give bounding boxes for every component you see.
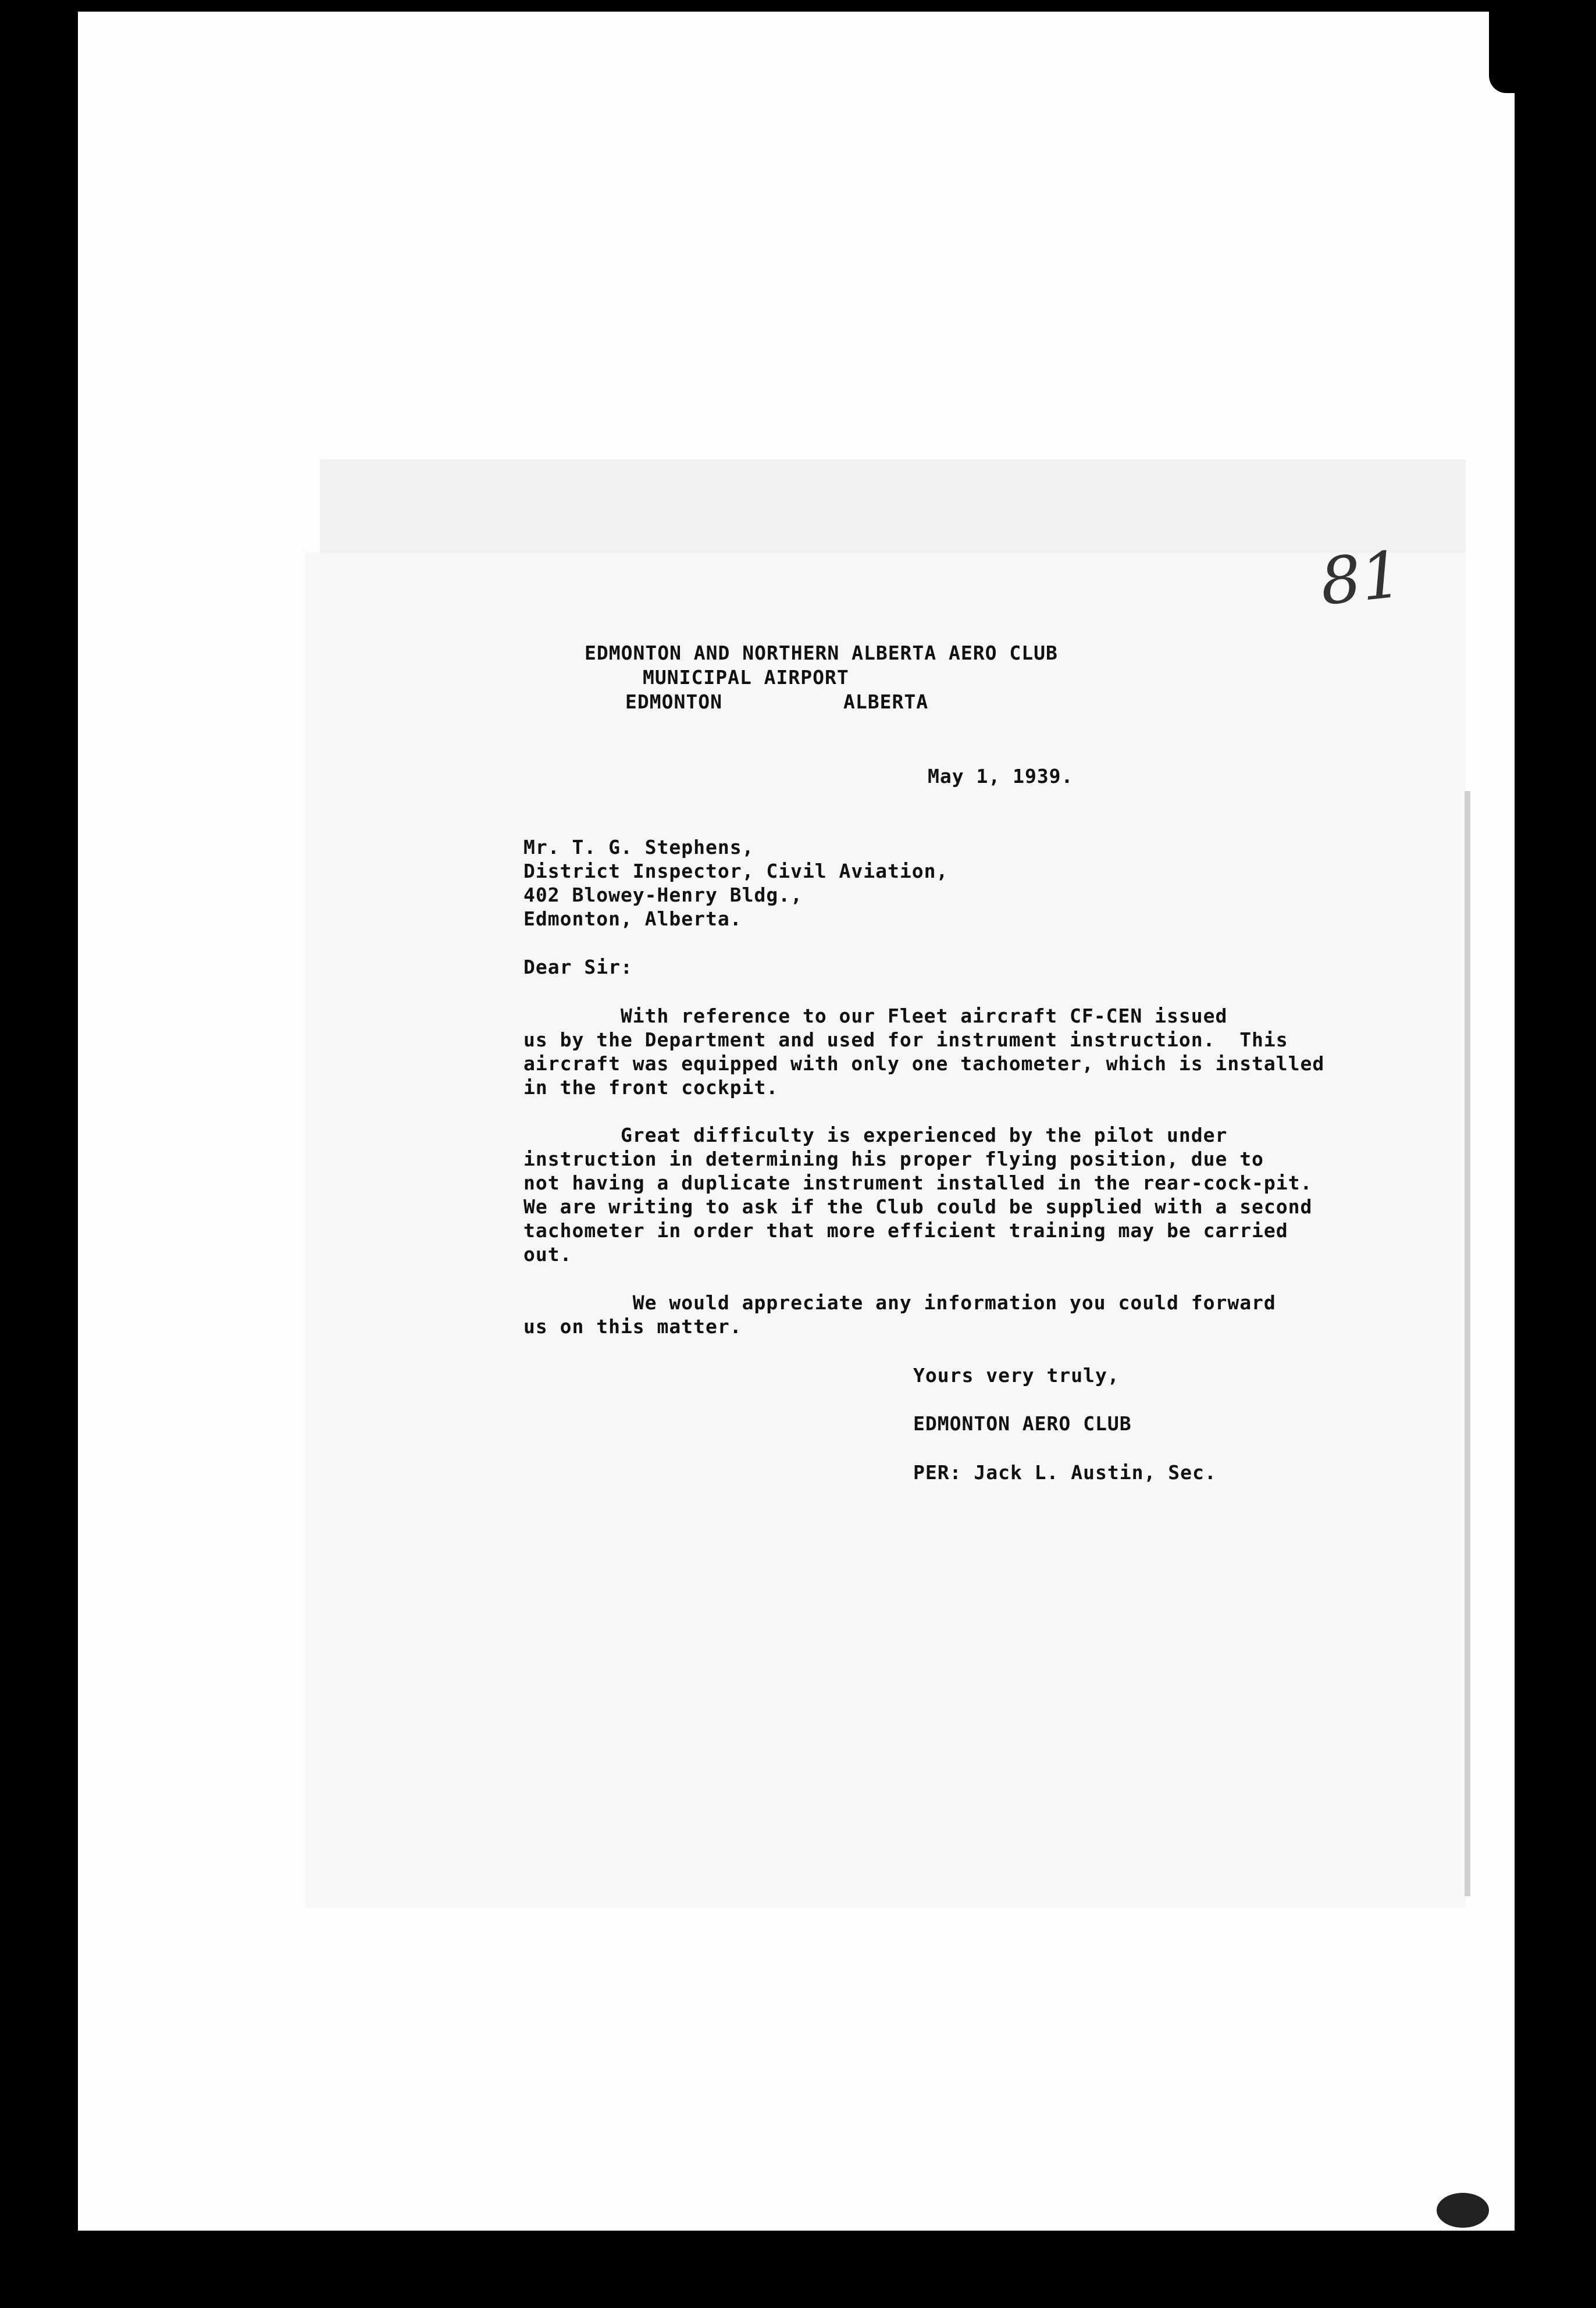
paragraph-1-line-4: in the front cockpit. [523, 1076, 779, 1099]
paragraph-2-line-2: instruction in determining his proper flying position, due to [523, 1148, 1264, 1170]
paragraph-1-line-3: aircraft was equipped with only one tachometer, which is installed [523, 1052, 1325, 1075]
valediction: Yours very truly, [913, 1364, 1120, 1387]
recipient-title: District Inspector, Civil Aviation, [523, 860, 949, 882]
closing-organization: EDMONTON AERO CLUB [913, 1412, 1132, 1435]
paragraph-2-line-5: tachometer in order that more efficient training may be carried [523, 1219, 1288, 1242]
paragraph-1-line-1: With reference to our Fleet aircraft CF-CEN issued [523, 1005, 1228, 1027]
recipient-name: Mr. T. G. Stephens, [523, 836, 754, 859]
folio-number: 81 [1316, 537, 1406, 619]
salutation: Dear Sir: [523, 956, 633, 978]
letterhead-line1: EDMONTON AND NORTHERN ALBERTA AERO CLUB [585, 642, 1058, 664]
paragraph-2-line-4: We are writing to ask if the Club could be supplied with a second [523, 1195, 1313, 1218]
letter-date: May 1, 1939. [928, 765, 1074, 788]
paragraph-2-line-1: Great difficulty is experienced by the pilot under [523, 1124, 1228, 1146]
letterhead-line2: MUNICIPAL AIRPORT [643, 666, 849, 689]
paragraph-1-line-2: us by the Department and used for instrument instruction. This [523, 1028, 1288, 1051]
paragraph-3-line-2: us on this matter. [523, 1315, 742, 1338]
recipient-city: Edmonton, Alberta. [523, 907, 742, 930]
signature-line: PER: Jack L. Austin, Sec. [913, 1461, 1217, 1484]
paragraph-3-line-1: We would appreciate any information you could forward [523, 1291, 1276, 1314]
paragraph-2-line-3: not having a duplicate instrument installed in the rear-cock-pit. [523, 1171, 1313, 1194]
recipient-address: 402 Blowey-Henry Bldg., [523, 884, 803, 906]
letterhead-city: EDMONTON [625, 690, 722, 713]
paragraph-2-line-6: out. [523, 1243, 572, 1266]
letterhead-province: ALBERTA [843, 690, 929, 713]
